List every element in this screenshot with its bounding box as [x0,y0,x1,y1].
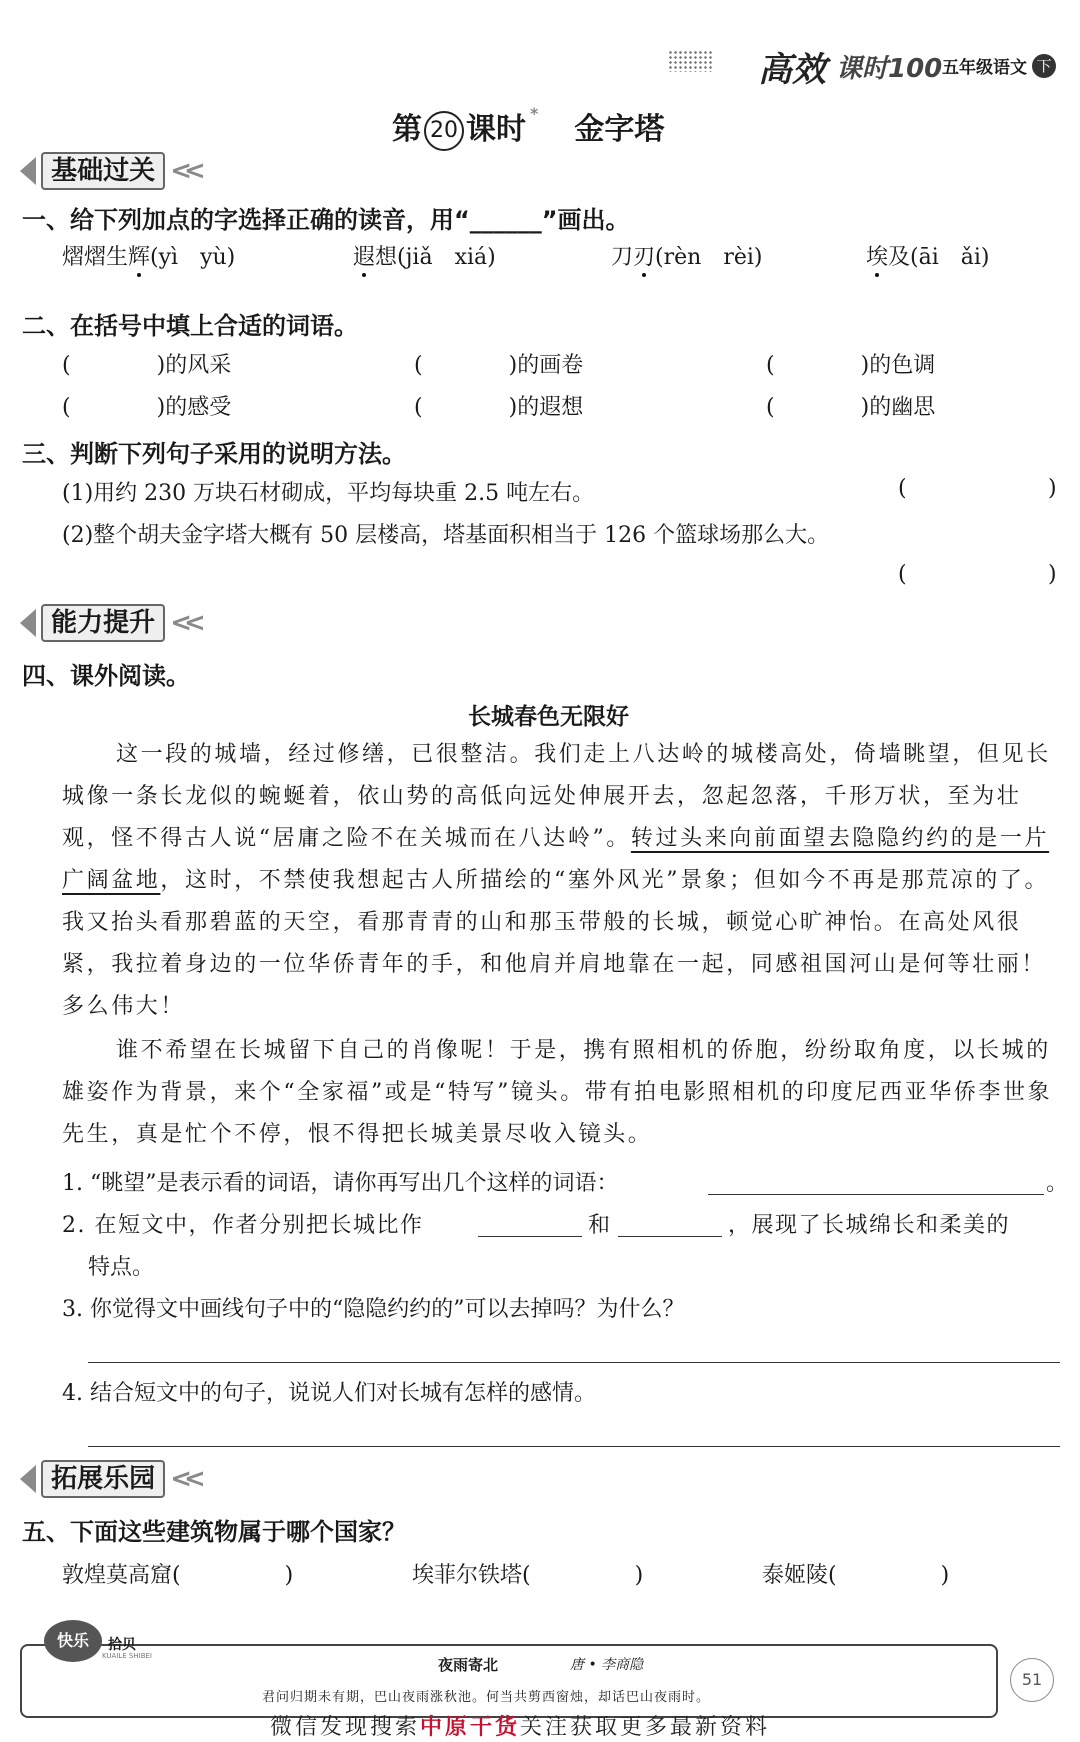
footer-bubble-icon: 快乐 [44,1620,102,1662]
q4-sub-3: 3. 你觉得文中画线句子中的“隐隐约约的”可以去掉吗？为什么？ [62,1297,685,1322]
q4-sub-1-end: 。 [1046,1171,1069,1196]
q1-item-4: 埃及(āi ǎi) [866,245,990,270]
q3-answer-1-close: ) [1048,476,1057,501]
q3-sentence-1: (1)用约 230 万块石材砌成，平均每块重 2.5 吨左右。 [62,481,595,506]
section-label: 能力提升 [41,604,165,642]
q2-blank-6[interactable]: ( )的幽思 [766,395,936,420]
q3-sentence-2: (2)整个胡夫金字塔大概有 50 层楼高，塔基面积相当于 126 个篮球场那么大。 [62,523,830,548]
poem-title: 夜雨寄北 [438,1656,499,1674]
section-label: 拓展乐园 [41,1460,165,1498]
section-banner-extension [20,1460,198,1500]
question-3-heading: 三、判断下列句子采用的说明方法。 [22,440,406,468]
chevron-left-icon [20,157,36,185]
title-suffix: 课时 [466,112,526,147]
header-grade: 五年级语文 [942,58,1027,78]
q4-answer-line-1[interactable] [708,1194,1044,1195]
lesson-number: 20 [424,111,464,151]
footer-label: 拾贝 [108,1637,136,1653]
header-dots-decoration [668,50,712,72]
q4-answer-line-3[interactable] [88,1362,1060,1363]
q2-blank-3[interactable]: ( )的色调 [766,353,936,378]
chevron-left-icon [20,609,36,637]
page-title [392,104,664,151]
question-1-heading: 一、给下列加点的字选择正确的读音，用“______”画出。 [22,206,630,234]
lesson-name: 金字塔 [574,112,665,147]
double-chevron-icon: << [170,1464,198,1494]
double-chevron-icon: << [170,156,198,186]
q2-blank-4[interactable]: ( )的感受 [62,395,232,420]
q1-item-3: 刀刃(rèn rèi) [611,245,763,270]
q4-sub-2c: ，展现了长城绵长和柔美的 [728,1213,1011,1238]
q4-sub-1: 1. “眺望”是表示看的词语，请你再写出几个这样的词语： [62,1171,619,1196]
question-4-heading: 四、课外阅读。 [22,662,190,690]
passage-paragraph-1: 这一段的城墙，经过修缮，已很整洁。我们走上八达岭的城楼高处，倚墙眺望，但见长城像一条长龙似的蜿蜒着，依山势的高低向远处伸展开去，忽起忽落，千形万状，至为壮观，怪不得古人说“居庸之险不在关城而在八达岭”。转过头来向前面望去隐隐约约的是一片广阔盆地，这时，不禁使我想起古人所描绘的“塞外风光”景象；但如今不再是那荒凉的了。我又抬头看那碧蓝的天空，看那青青的山和那玉带般的长城，顿觉心旷神怡。在高处风很紧，我拉着身边的一位华侨青年的手，和他肩并肩地靠在一起，同感祖国河山是何等壮丽！多么伟大！ [62,742,1051,1019]
q4-answer-line-2a[interactable] [478,1236,582,1237]
double-chevron-icon: << [170,608,198,638]
underlined-sentence: 转过头来向前面望去隐隐约约的是一片广阔盆地 [62,826,1050,893]
q4-sub-2d: 特点。 [88,1255,155,1280]
header-sub-brand: 课时100 [836,54,943,84]
volume-badge: 下 [1032,54,1056,78]
question-5-heading: 五、下面这些建筑物属于哪个国家？ [22,1518,406,1546]
section-label: 基础过关 [41,152,165,190]
q5-item-2[interactable]: 埃菲尔铁塔( ) [412,1563,644,1588]
passage-paragraph-2: 谁不希望在长城留下自己的肖像呢！于是，携有照相机的侨胞，纷纷取角度，以长城的雄姿作为背景，来个“全家福”或是“特写”镜头。带有拍电影照相机的印度尼西亚华侨李世象先生，真是忙个不停，恨不得把长城美景尽收入镜头。 [62,1038,1053,1147]
q2-blank-1[interactable]: ( )的风采 [62,353,232,378]
q2-blank-2[interactable]: ( )的画卷 [414,353,584,378]
q2-blank-5[interactable]: ( )的遐想 [414,395,584,420]
q4-answer-line-2b[interactable] [618,1236,722,1237]
footer-poem-box [20,1644,998,1718]
watermark-text: 微信发现搜索中原干货关注获取更多最新资料 [270,1714,771,1740]
q3-answer-1-open[interactable]: ( [898,476,907,501]
q5-item-3[interactable]: 泰姬陵( ) [762,1563,950,1588]
page-number: 51 [1010,1658,1054,1702]
q1-item-1: 熠熠生辉(yì yù) [62,245,236,270]
section-banner-basic [20,152,198,192]
q4-sub-2b: 和 [588,1213,611,1238]
footer-label-en: KUAILE SHIBEI [102,1652,152,1660]
q4-sub-4: 4. 结合短文中的句子，说说人们对长城有怎样的感情。 [62,1381,596,1406]
question-2-heading: 二、在括号中填上合适的词语。 [22,312,358,340]
poem-text: 君问归期未有期，巴山夜雨涨秋池。何当共剪西窗烛，却话巴山夜雨时。 [262,1690,711,1705]
q1-item-2: 遐想(jiǎ xiá) [353,245,496,270]
passage-title: 长城春色无限好 [468,704,629,730]
title-star: * [530,104,539,123]
q3-answer-2-close: ) [1048,562,1057,587]
q4-sub-2a: 2. 在短文中，作者分别把长城比作 [62,1213,424,1238]
header-brand: 高效 [758,50,826,90]
q5-item-1[interactable]: 敦煌莫高窟( ) [62,1563,294,1588]
title-prefix: 第 [392,112,422,147]
poem-author: 唐 • 李商隐 [570,1657,644,1673]
section-banner-ability [20,604,198,644]
chevron-left-icon [20,1465,36,1493]
q3-answer-2-open[interactable]: ( [898,562,907,587]
q4-answer-line-4[interactable] [88,1446,1060,1447]
